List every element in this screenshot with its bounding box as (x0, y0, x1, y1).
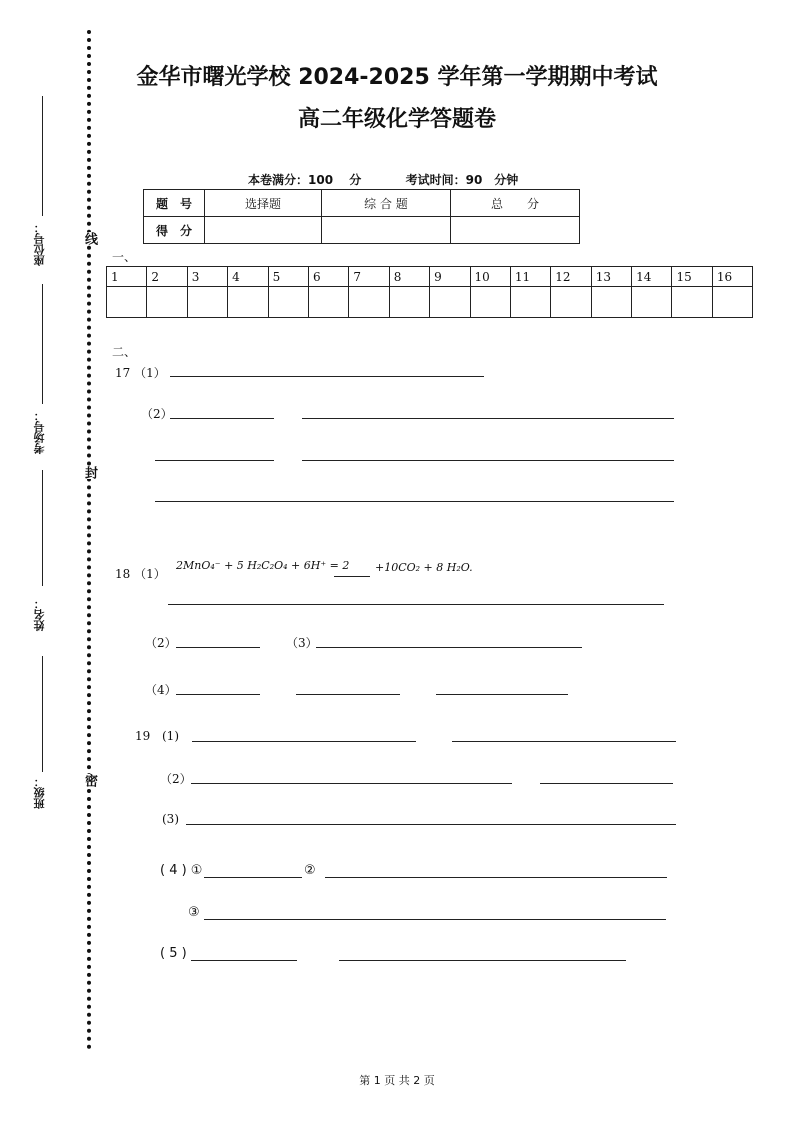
q19-4-3-answer-line[interactable] (204, 919, 666, 920)
score-header-choice: 选择题 (205, 190, 322, 217)
q19-2-label: （2） (160, 772, 192, 786)
q18-4-answer-line-a[interactable] (176, 694, 260, 695)
score-header-number: 题 号 (144, 190, 205, 217)
score-choice-cell[interactable] (205, 217, 322, 244)
score-table (143, 189, 580, 244)
choice-answer-cell[interactable] (591, 287, 631, 318)
section-one-label: 一、 (112, 250, 137, 264)
q19-4-1-answer-line[interactable] (204, 877, 302, 878)
class-line[interactable] (42, 656, 43, 772)
choice-answer-cell[interactable] (672, 287, 712, 318)
choice-number-cell: 3 (187, 267, 227, 287)
class-label: 班级： (33, 776, 46, 809)
choice-answer-cell[interactable] (470, 287, 510, 318)
choice-number-cell: 14 (632, 267, 672, 287)
choice-number-cell: 10 (470, 267, 510, 287)
q18-4-answer-line-c[interactable] (436, 694, 568, 695)
choice-answer-cell[interactable] (147, 287, 187, 318)
score-row-label: 得 分 (144, 217, 205, 244)
q19-5-label: ( 5 ) (160, 946, 187, 961)
choice-number-cell: 11 (510, 267, 550, 287)
seal-char-secret: 密 (82, 774, 97, 787)
choice-answer-cell[interactable] (349, 287, 389, 318)
room-label: 考场号： (33, 410, 46, 454)
choice-number-cell: 8 (389, 267, 429, 287)
q19-3-label: (3) (162, 812, 179, 826)
choice-answer-cell[interactable] (389, 287, 429, 318)
room-line[interactable] (42, 284, 43, 404)
choice-answer-cell[interactable] (510, 287, 550, 318)
exam-time: 考试时间：90 分钟 (405, 173, 519, 187)
choice-answer-cell[interactable] (430, 287, 470, 318)
choice-number-cell: 12 (551, 267, 591, 287)
choice-number-cell: 7 (349, 267, 389, 287)
q18-1-answer-line[interactable] (168, 604, 664, 605)
q19-2-answer-line-b[interactable] (540, 783, 673, 784)
choice-number-cell: 16 (712, 267, 752, 287)
name-label: 姓名： (33, 598, 46, 631)
choice-number-cell: 1 (107, 267, 147, 287)
q19-4-label: ( 4 ) ① (160, 863, 203, 878)
q19-4-2-label: ② (304, 863, 316, 878)
q17-2-label: （2） (141, 407, 173, 421)
choice-number-cell: 2 (147, 267, 187, 287)
q18-formula-right: +10CO₂ + 8 H₂O. (375, 561, 473, 574)
exam-info (248, 171, 518, 188)
score-total-cell[interactable] (451, 217, 580, 244)
choice-answer-cell[interactable] (712, 287, 752, 318)
q19-4-3-label: ③ (188, 905, 200, 920)
score-header-total: 总 分 (451, 190, 580, 217)
q19-5-answer-line-a[interactable] (191, 960, 297, 961)
q19-5-answer-line-b[interactable] (339, 960, 626, 961)
choice-answer-cell[interactable] (268, 287, 308, 318)
q18-3-label: （3） (286, 636, 318, 650)
choice-answer-cell[interactable] (551, 287, 591, 318)
q17-2-answer-line-d[interactable] (302, 460, 674, 461)
choice-answer-cell[interactable] (228, 287, 268, 318)
q19-1-answer-line-b[interactable] (452, 741, 676, 742)
name-line[interactable] (42, 470, 43, 586)
q17-2-answer-line-a[interactable] (170, 418, 274, 419)
choice-answer-cell[interactable] (187, 287, 227, 318)
q17-1-answer-line[interactable] (170, 376, 484, 377)
choice-number-cell: 6 (308, 267, 348, 287)
q18-formula-blank[interactable] (334, 576, 370, 577)
choice-answer-cell[interactable] (308, 287, 348, 318)
q18-formula-left: 2MnO₄⁻ + 5 H₂C₂O₄ + 6H⁺ = 2 (176, 559, 350, 572)
q17-label: 17 （1） (115, 366, 166, 380)
q19-label: 19 (135, 729, 151, 743)
q19-3-answer-line[interactable] (186, 824, 676, 825)
binding-dotted-line (87, 30, 91, 1050)
choice-number-cell: 13 (591, 267, 631, 287)
exam-title: 金华市曙光学校 2024-2025 学年第一学期期中考试 (136, 65, 658, 90)
choice-answer-cell[interactable] (632, 287, 672, 318)
q18-4-label: （4） (145, 683, 177, 697)
seal-char-seal: 封 (82, 466, 97, 479)
section-two-label: 二、 (112, 345, 137, 359)
q18-label: 18 （1） (115, 567, 166, 581)
full-score: 本卷满分：100 分 (248, 173, 362, 187)
q18-3-answer-line[interactable] (316, 647, 582, 648)
choice-number-cell: 4 (228, 267, 268, 287)
choice-number-cell: 9 (430, 267, 470, 287)
seat-label: 座位号： (33, 222, 46, 266)
choice-answer-cell[interactable] (107, 287, 147, 318)
score-header-comprehensive: 综 合 题 (322, 190, 451, 217)
q19-1-answer-line-a[interactable] (192, 741, 416, 742)
q17-2-answer-line-c[interactable] (155, 460, 274, 461)
q18-2-label: （2） (145, 636, 177, 650)
choice-answer-table (106, 266, 753, 318)
q17-2-answer-line-e[interactable] (155, 501, 674, 502)
q18-4-answer-line-b[interactable] (296, 694, 400, 695)
score-comprehensive-cell[interactable] (322, 217, 451, 244)
choice-number-cell: 5 (268, 267, 308, 287)
q19-2-answer-line-a[interactable] (191, 783, 512, 784)
q19-1-label: (1) (162, 729, 179, 743)
seal-char-line: 线 (82, 232, 97, 245)
q19-4-2-answer-line[interactable] (325, 877, 667, 878)
exam-subtitle: 高二年级化学答题卷 (297, 107, 496, 132)
q17-2-answer-line-b[interactable] (302, 418, 674, 419)
q18-2-answer-line[interactable] (176, 647, 260, 648)
choice-number-cell: 15 (672, 267, 712, 287)
page-footer: 第 1 页 共 2 页 (359, 1074, 435, 1087)
